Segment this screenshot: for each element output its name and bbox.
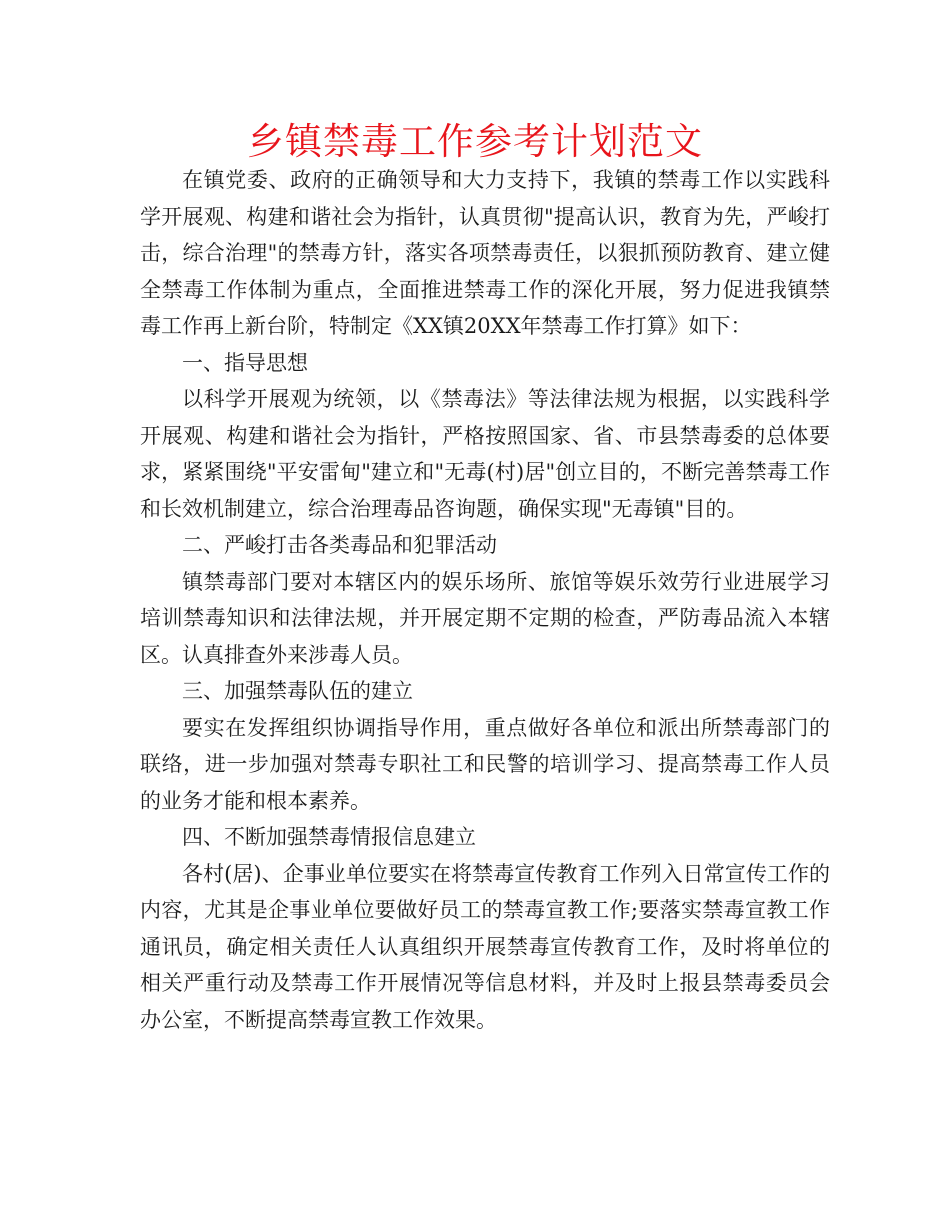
intro-paragraph: 在镇党委、政府的正确领导和大力支持下，我镇的禁毒工作以实践科学开展观、构建和谐社会为指针，认真贯彻"提高认识，教育为先，严峻打击，综合治理"的禁毒方针，落实各项禁毒责任，以狠抓预防教育、建立健全禁毒工作体制为重点，全面推进禁毒工作的深化开展，努力促进我镇禁毒工作再上新台阶，特制定《XX镇20XX年禁毒工作打算》如下： <box>140 168 830 338</box>
section-paragraph-1: 以科学开展观为统领，以《禁毒法》等法律法规为根据，以实践科学开展观、构建和谐社会为指针，严格按照国家、省、市县禁毒委的总体要求，紧紧围绕"平安雷甸"建立和"无毒(村)居"创立目的，不断完善禁毒工作和长效机制建立，综合治理毒品咨询题，确保实现"无毒镇"目的。 <box>140 387 830 521</box>
section-paragraph-2: 镇禁毒部门要对本辖区内的娱乐场所、旅馆等娱乐效劳行业进展学习培训禁毒知识和法律法规，并开展定期不定期的检查，严防毒品流入本辖区。认真排查外来涉毒人员。 <box>140 569 830 667</box>
section-heading-3: 三、加强禁毒队伍的建立 <box>182 679 413 703</box>
section-heading-4: 四、不断加强禁毒情报信息建立 <box>182 825 476 849</box>
section-paragraph-4: 各村(居)、企事业单位要实在将禁毒宣传教育工作列入日常宣传工作的内容，尤其是企事业单位要做好员工的禁毒宣教工作;要落实禁毒宣教工作通讯员，确定相关责任人认真组织开展禁毒宣传教育工作，及时将单位的相关严重行动及禁毒工作开展情况等信息材料，并及时上报县禁毒委员会办公室，不断提高禁毒宣教工作效果。 <box>140 861 830 1032</box>
section-heading-2: 二、严峻打击各类毒品和犯罪活动 <box>182 533 497 557</box>
section-heading-1: 一、指导思想 <box>182 350 308 375</box>
section-paragraph-3: 要实在发挥组织协调指导作用，重点做好各单位和派出所禁毒部门的联络，进一步加强对禁毒专职社工和民警的培训学习、提高禁毒工作人员的业务才能和根本素养。 <box>140 715 830 813</box>
document-body <box>140 162 830 1038</box>
document-title: 乡镇禁毒工作参考计划范文 <box>247 120 703 163</box>
